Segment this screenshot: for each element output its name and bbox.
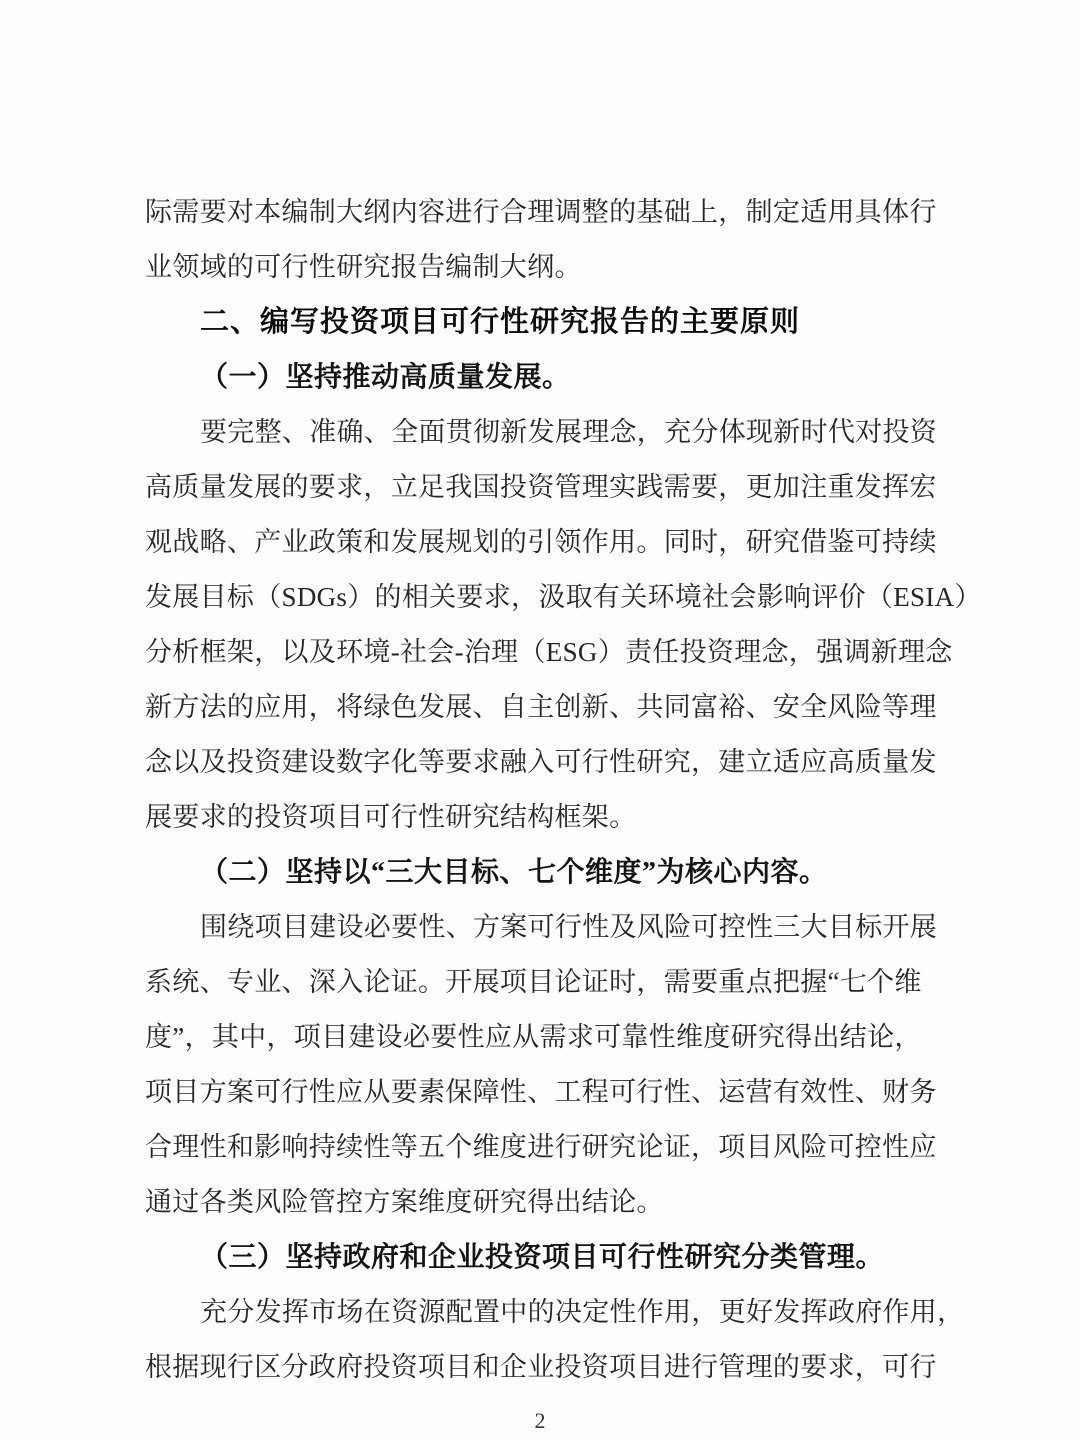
paragraph-line: 展要求的投资项目可行性研究结构框架。: [145, 802, 637, 832]
paragraph-line: 系统、专业、深入论证。开展项目论证时，需要重点把握“七个维: [145, 967, 922, 997]
paragraph-line: 合理性和影响持续性等五个维度进行研究论证，项目风险可控性应: [145, 1132, 937, 1162]
paragraph-line: 根据现行区分政府投资项目和企业投资项目进行管理的要求，可行: [145, 1352, 937, 1382]
subsection-heading-3: （三）坚持政府和企业投资项目可行性研究分类管理。: [200, 1242, 885, 1273]
paragraph-line: 观战略、产业政策和发展规划的引领作用。同时，研究借鉴可持续: [145, 527, 937, 557]
paragraph-line: 际需要对本编制大纲内容进行合理调整的基础上，制定适用具体行: [145, 197, 937, 227]
paragraph-line: 高质量发展的要求，立足我国投资管理实践需要，更加注重发挥宏: [145, 472, 937, 502]
section-heading: 二、编写投资项目可行性研究报告的主要原则: [200, 306, 801, 338]
document-body: [145, 185, 982, 1395]
page-number: 2: [534, 1408, 546, 1433]
subsection-heading-2: （二）坚持以“三大目标、七个维度”为核心内容。: [200, 857, 828, 888]
paragraph-line: 项目方案可行性应从要素保障性、工程可行性、运营有效性、财务: [145, 1077, 937, 1107]
paragraph-line: 充分发挥市场在资源配置中的决定性作用，更好发挥政府作用，: [200, 1297, 965, 1327]
subsection-heading-1: （一）坚持推动高质量发展。: [200, 362, 571, 393]
paragraph-line: 新方法的应用，将绿色发展、自主创新、共同富裕、安全风险等理: [145, 692, 937, 722]
paragraph-line: 通过各类风险管控方案维度研究得出结论。: [145, 1187, 664, 1217]
paragraph-line: 念以及投资建设数字化等要求融入可行性研究，建立适应高质量发: [145, 747, 937, 777]
paragraph-line: 要完整、准确、全面贯彻新发展理念，充分体现新时代对投资: [200, 417, 938, 447]
paragraph-line: 分析框架，以及环境-社会-治理（ESG）责任投资理念，强调新理念: [145, 637, 953, 667]
paragraph-line: 发展目标（SDGs）的相关要求，汲取有关环境社会影响评价（ESIA）: [145, 582, 982, 612]
paragraph-line: 度”，其中，项目建设必要性应从需求可靠性维度研究得出结论，: [145, 1022, 922, 1052]
paragraph-line: 围绕项目建设必要性、方案可行性及风险可控性三大目标开展: [200, 912, 938, 942]
paragraph-line: 业领域的可行性研究报告编制大纲。: [145, 252, 582, 282]
